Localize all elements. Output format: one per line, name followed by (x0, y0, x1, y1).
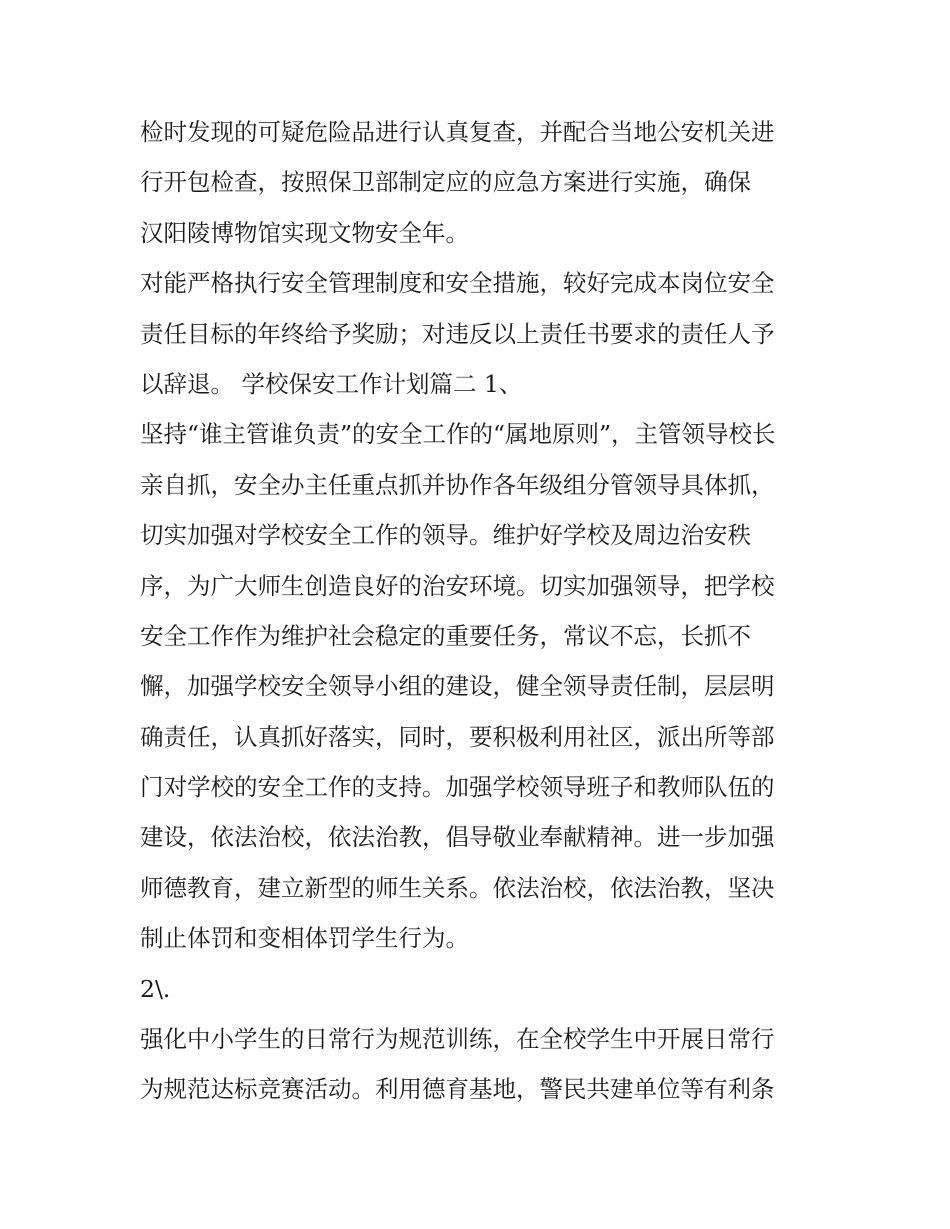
text-line: 责任目标的年终给予奖励；对违反以上责任书要求的责任人予 (140, 319, 775, 348)
text-line: 确责任，认真抓好落实，同时，要积极利用社区，派出所等部 (140, 722, 775, 751)
text-line: 汉阳陵博物馆实现文物安全年。 (140, 218, 469, 247)
text-line: 师德教育，建立新型的师生关系。依法治校，依法治教，坚决 (140, 873, 775, 902)
text-line: 建设，依法治校，依法治教，倡导敬业奉献精神。进一步加强 (140, 823, 775, 852)
text-line: 序，为广大师生创造良好的治安环境。切实加强领导，把学校 (140, 571, 775, 600)
text-line: 强化中小学生的日常行为规范训练，在全校学生中开展日常行 (140, 1025, 775, 1054)
text-line: 制止体罚和变相体罚学生行为。 (140, 924, 469, 953)
text-line: 2\. (140, 974, 171, 1003)
text-line: 为规范达标竞赛活动。利用德育基地，警民共建单位等有利条 (140, 1075, 775, 1104)
text-line: 以辞退。 学校保安工作计划篇二 1、 (140, 369, 523, 398)
text-line: 门对学校的安全工作的支持。加强学校领导班子和教师队伍的 (140, 773, 775, 802)
text-line: 安全工作作为维护社会稳定的重要任务，常议不忘，长抓不 (140, 621, 751, 650)
document-body (140, 107, 820, 1115)
text-line: 亲自抓，安全办主任重点抓并协作各年级组分管领导具体抓， (140, 470, 775, 499)
text-line: 行开包检查，按照保卫部制定应的应急方案进行实施，确保 (140, 168, 751, 197)
text-line: 检时发现的可疑危险品进行认真复查，并配合当地公安机关进 (140, 118, 775, 146)
text-line: 对能严格执行安全管理制度和安全措施，较好完成本岗位安全 (140, 269, 775, 298)
text-line: 切实加强对学校安全工作的领导。维护好学校及周边治安秩 (140, 521, 751, 550)
text-line: 懈，加强学校安全领导小组的建设，健全领导责任制，层层明 (140, 672, 775, 701)
text-line: 坚持“谁主管谁负责”的安全工作的“属地原则”，主管领导校长 (140, 420, 776, 449)
